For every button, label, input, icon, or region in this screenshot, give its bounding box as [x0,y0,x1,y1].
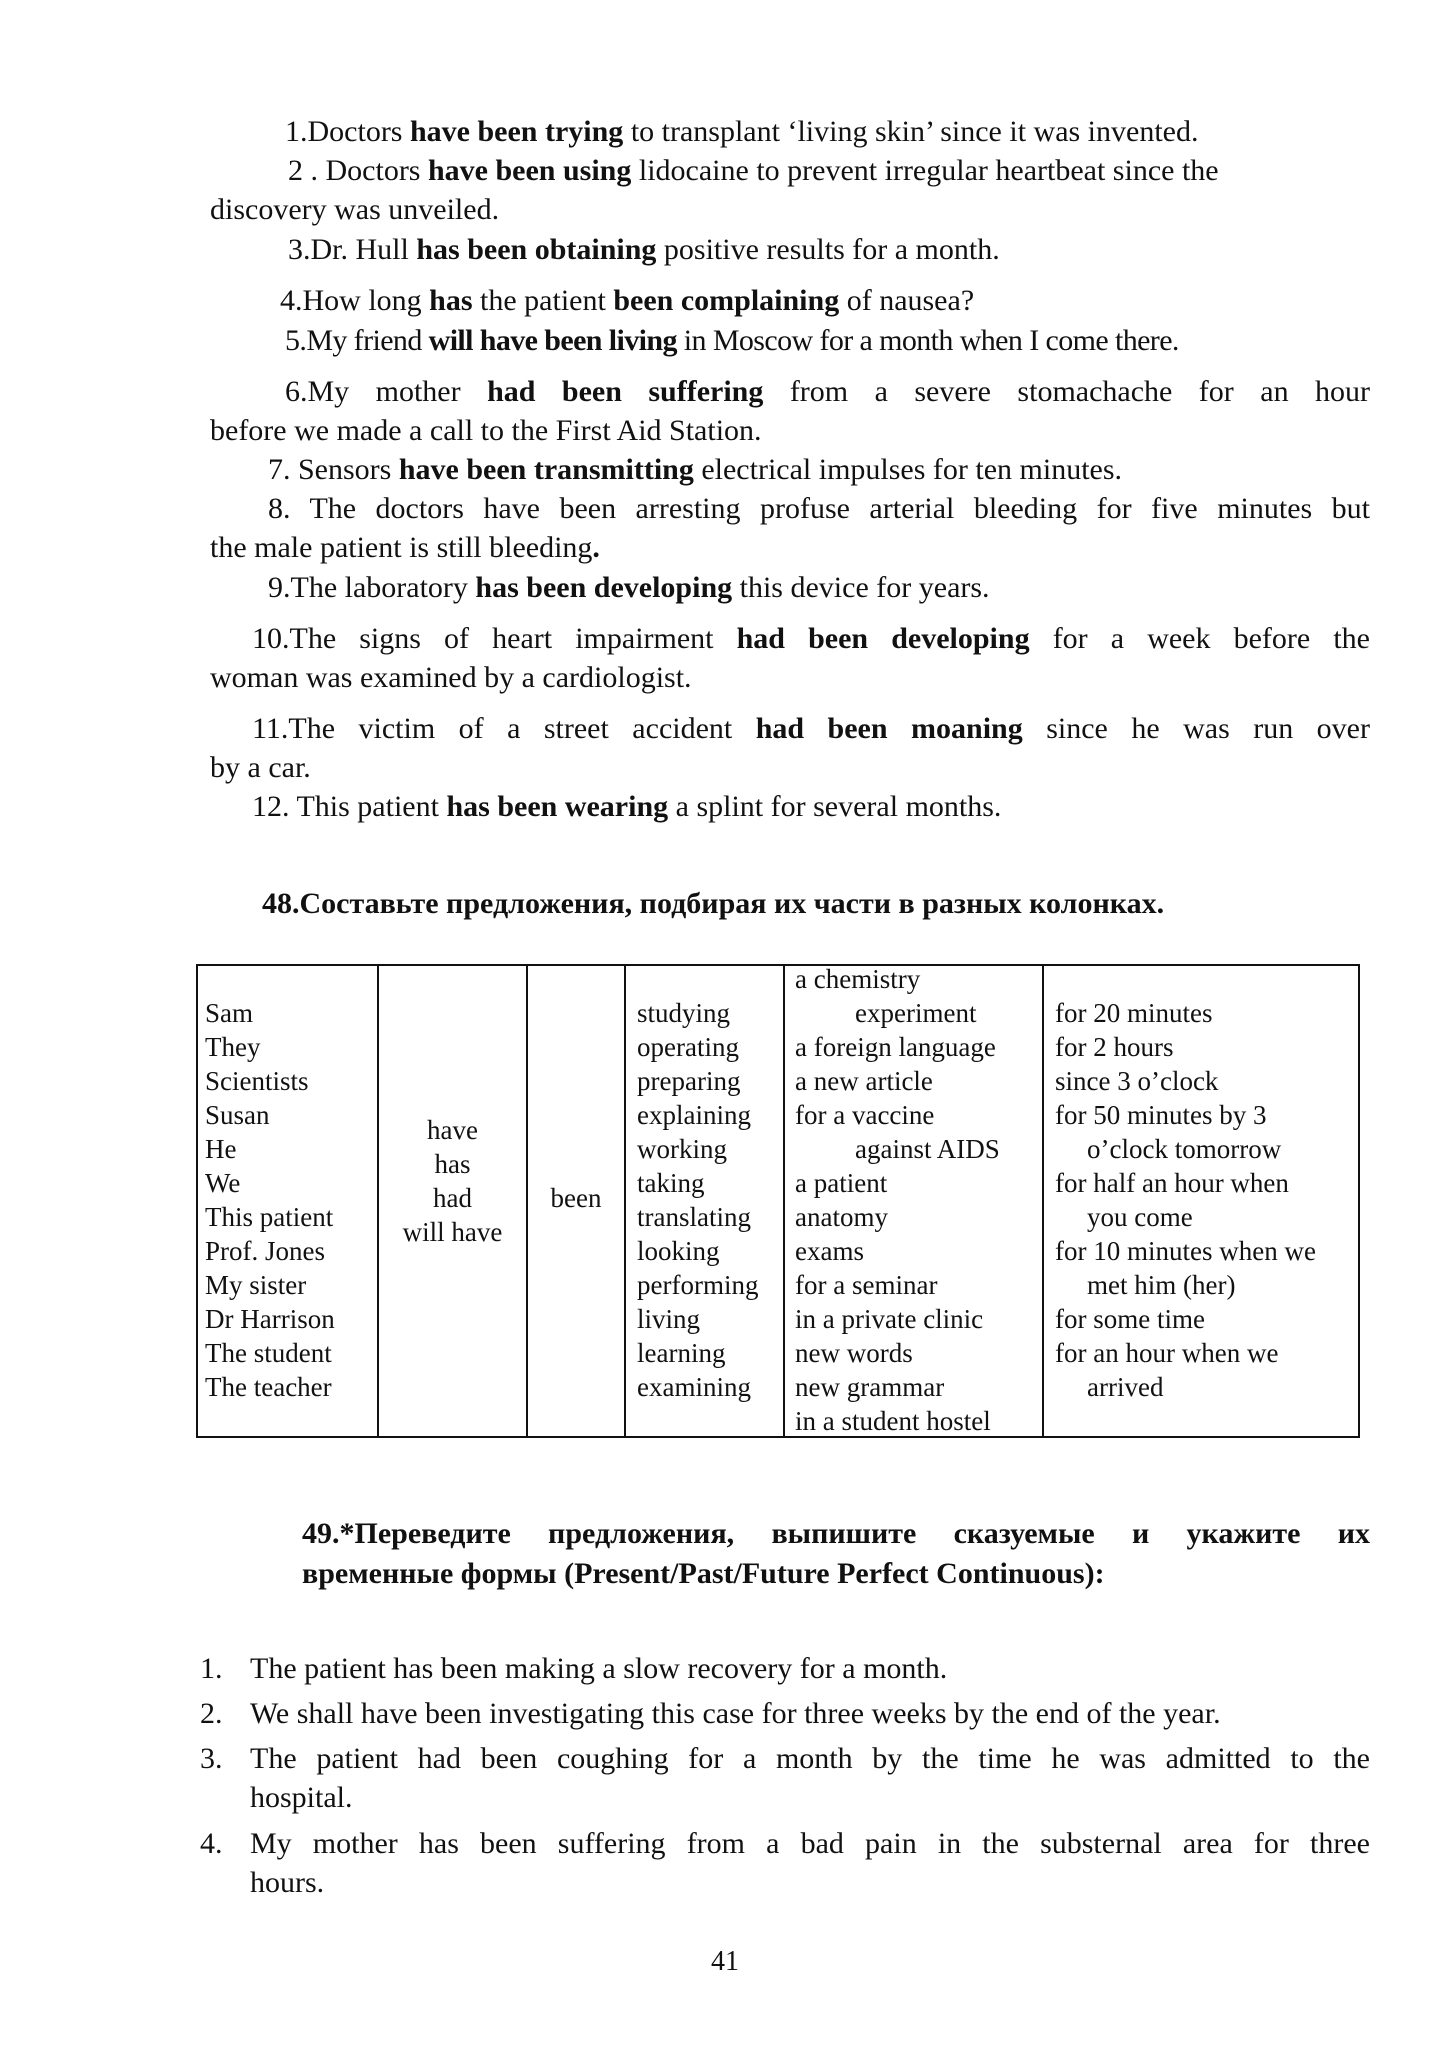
subject-cell: Susan [205,1100,270,1130]
sentence-2: 2 . Doctors have been using lidocaine to prevent irregular heartbeat since the [288,154,1219,187]
time-cell: for 50 minutes by 3 [1055,1100,1267,1130]
sentence-1: 1.Doctors have been trying to transplant ‘living skin’ since it was invented. [285,115,1199,148]
list-item-text: My mother has been suffering from a bad pain in the substernal area for three [250,1827,1370,1860]
list-item-text: hospital. [250,1781,353,1814]
verb-cell: performing [637,1270,759,1300]
sentence-5: 5.My friend will have been living in Moscow for a month when I come there. [285,324,1179,357]
time-cell: for half an hour when [1055,1168,1289,1198]
subject-cell: The teacher [205,1372,332,1402]
sentence-builder-table [196,964,1360,1438]
time-cell: since 3 o’clock [1055,1066,1219,1096]
object-cell: against AIDS [855,1134,1000,1164]
subject-cell: My sister [205,1270,307,1300]
time-expressions-column [1055,996,1316,1404]
column-divider [1042,966,1044,1436]
object-cell: in a student hostel [795,1406,991,1436]
subject-cell: This patient [205,1202,334,1232]
time-cell: for 2 hours [1055,1032,1174,1062]
list-item [200,1824,1370,1863]
page-number: 41 [711,1946,739,1977]
auxiliary-cell: has [434,1149,471,1179]
sentence-2-cont: discovery was unveiled. [210,193,500,226]
subject-cell: Prof. Jones [205,1236,325,1266]
subjects-column [205,996,335,1404]
time-cell: for 20 minutes [1055,998,1213,1028]
subject-cell: We [205,1168,241,1198]
subject-cell: The student [205,1338,332,1368]
sentence-6: 6.My mother had been suffering from a severe stomachache for an hour [285,375,1371,408]
verb-cell: explaining [637,1100,751,1130]
verb-cell: translating [637,1202,751,1232]
sentence-8: 8. The doctors have been arresting profuse arterial bleeding for five minutes but [268,492,1370,525]
verb-cell: living [637,1304,701,1334]
objects-column [795,962,1000,1438]
sentence-6-cont: before we made a call to the First Aid Station. [210,414,762,447]
subject-cell: They [205,1032,261,1062]
object-cell: experiment [855,998,977,1028]
list-item [200,1694,1370,1733]
subject-cell: Sam [205,998,254,1028]
column-divider [783,966,785,1436]
subject-cell: Dr Harrison [205,1304,335,1334]
object-cell: a foreign language [795,1032,996,1062]
sentence-4: 4.How long has the patient been complaining of nausea? [280,284,975,317]
subject-cell: Scientists [205,1066,309,1096]
verb-cell: operating [637,1032,739,1062]
auxiliaries-column [379,1113,526,1249]
sentence-3: 3.Dr. Hull has been obtaining positive results for a month. [288,233,1000,266]
verb-cell: looking [637,1236,720,1266]
auxiliary-cell: have [427,1115,478,1145]
object-cell: for a seminar [795,1270,938,1300]
sentence-10-cont: woman was examined by a cardiologist. [210,661,692,694]
list-item [250,1863,1370,1902]
verb-cell: studying [637,998,731,1028]
sentence-11: 11.The victim of a street accident had been moaning since he was run over [252,712,1370,745]
list-item-text: The patient had been coughing for a month by the time he was admitted to the [250,1742,1370,1775]
object-cell: a patient [795,1168,888,1198]
verb-cell: taking [637,1168,705,1198]
verb-cell: learning [637,1338,726,1368]
list-item-number: 3. [200,1742,223,1775]
object-cell: new words [795,1338,913,1368]
auxiliary-cell: had [433,1183,472,1213]
object-cell: a chemistry [795,964,921,994]
auxiliary-cell: will have [402,1217,503,1247]
list-item-text: The patient has been making a slow recovery for a month. [250,1652,948,1685]
time-cell: met him (her) [1087,1270,1236,1300]
time-cell: you come [1087,1202,1193,1232]
verb-cell: working [637,1134,727,1164]
object-cell: a new article [795,1066,933,1096]
list-item-number: 4. [200,1827,223,1860]
list-item-number: 1. [200,1652,223,1685]
subject-cell: He [205,1134,237,1164]
object-cell: in a private clinic [795,1304,984,1334]
sentence-10: 10.The signs of heart impairment had been developing for a week before the [252,622,1370,655]
list-item [200,1649,1370,1688]
list-item-number: 2. [200,1697,223,1730]
time-cell: for an hour when we [1055,1338,1279,1368]
object-cell: anatomy [795,1202,888,1232]
list-item-text: hours. [250,1866,325,1899]
verbs-column [637,996,758,1404]
verb-cell: preparing [637,1066,741,1096]
object-cell: new grammar [795,1372,945,1402]
sentence-9: 9.The laboratory has been developing this device for years. [268,571,990,604]
time-cell: o’clock tomorrow [1087,1134,1282,1164]
sentence-12: 12. This patient has been wearing a splint for several months. [252,790,1002,823]
exercise-48-title: 48.Составьте предложения, подбирая их части в разных колонках. [262,887,1165,920]
been-column: been [550,1183,602,1213]
object-cell: for a vaccine [795,1100,935,1130]
time-cell: for some time [1055,1304,1205,1334]
object-cell: exams [795,1236,864,1266]
time-cell: arrived [1087,1372,1164,1402]
sentence-11-cont: by a car. [210,751,311,784]
time-cell: for 10 minutes when we [1055,1236,1316,1266]
list-item [200,1739,1370,1778]
list-item-text: We shall have been investigating this case for three weeks by the end of the year. [250,1697,1221,1730]
column-divider [624,966,626,1436]
verb-cell: examining [637,1372,751,1402]
list-item [250,1778,1370,1817]
exercise-49-title-line2: временные формы (Present/Past/Future Perfect Continuous): [302,1557,1105,1590]
sentence-8-cont: the male patient is still bleeding. [210,531,600,564]
sentence-7: 7. Sensors have been transmitting electrical impulses for ten minutes. [268,453,1123,486]
exercise-49-title-line1: 49.*Переведите предложения, выпишите сказуемые и укажите их [302,1517,1370,1550]
